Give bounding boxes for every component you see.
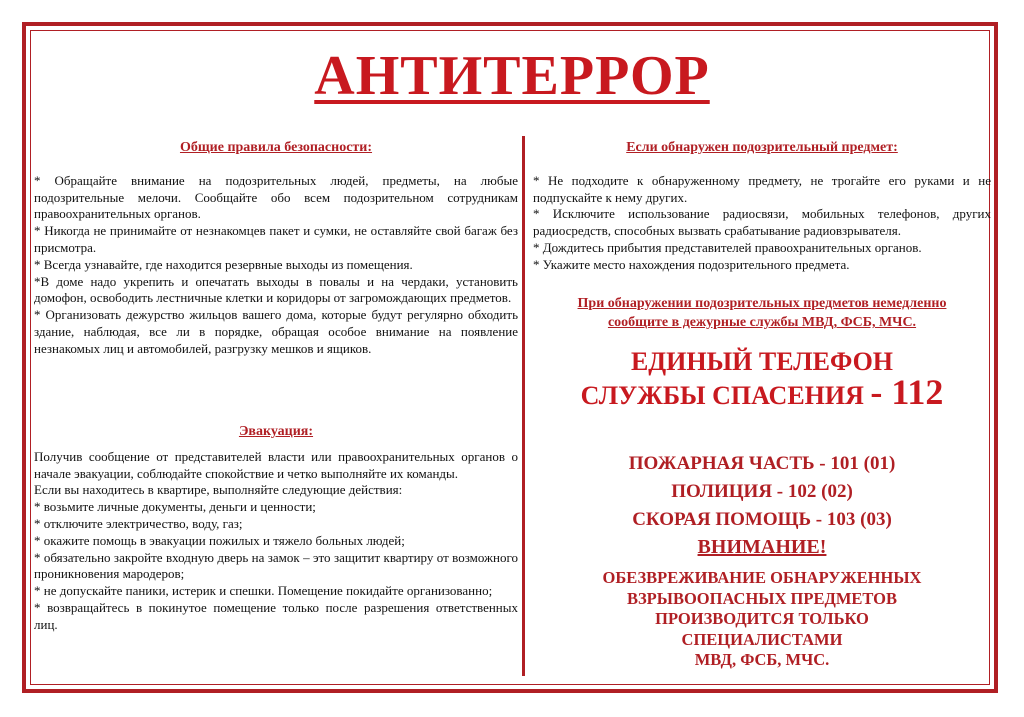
attention-line: ВЗРЫВООПАСНЫХ ПРЕДМЕТОВ xyxy=(626,588,898,608)
evacuation-paragraph: * обязательно закройте входную дверь на замок – это защитит квартиру от возможного проникновения мародеров; xyxy=(34,549,518,582)
attention-line: ОБЕЗВРЕЖИВАНИЕ ОБНАРУЖЕННЫХ xyxy=(602,568,922,587)
fire-phone: ПОЖАРНАЯ ЧАСТЬ - 101 (01) xyxy=(628,453,896,474)
suspicious-object-section xyxy=(533,140,991,274)
suspicious-paragraph: * Исключите использование радиосвязи, мобильных телефонов, других радиосредств, способных вызвать срабатывание радиовзрывателя. xyxy=(533,206,991,239)
ambulance-phone: СКОРАЯ ПОМОЩЬ - 103 (03) xyxy=(632,509,892,530)
attention-body xyxy=(528,568,996,671)
poster-title xyxy=(0,44,1024,108)
attention-heading: ВНИМАНИЕ! xyxy=(697,536,827,558)
attention-line: ПРОИЗВОДИТСЯ ТОЛЬКО xyxy=(655,609,869,628)
emergency-line: ЕДИНЫЙ ТЕЛЕФОН xyxy=(630,347,894,376)
rule-paragraph: * Всегда узнавайте, где находится резервные выходы из помещения. xyxy=(34,256,413,272)
report-warning xyxy=(528,294,996,332)
evacuation-paragraph: * возвращайтесь в покинутое помещение только после разрешения ответственных лиц. xyxy=(34,599,518,632)
suspicious-object-heading: Если обнаружен подозрительный предмет: xyxy=(626,140,898,155)
evacuation-paragraph: * окажите помощь в эвакуации пожилых и тяжело больных людей; xyxy=(34,532,405,548)
service-phones xyxy=(528,450,996,534)
warning-line: сообщите в дежурные службы МВД, ФСБ, МЧС. xyxy=(607,315,917,330)
attention-line: СПЕЦИАЛИСТАМИ xyxy=(681,629,843,649)
title-text: АНТИТЕРРОР xyxy=(314,45,710,107)
rule-paragraph: * Никогда не принимайте от незнакомцев пакет и сумки, не оставляйте свой багаж без присмотра. xyxy=(34,223,518,255)
rule-paragraph: * Обращайте внимание на подозрительных людей, предметы, на любые подозрительные мелочи. Сообщайте обо всем подозрительном сотрудникам правоохранительных органов. xyxy=(34,172,518,222)
general-rules-section xyxy=(34,140,518,358)
evacuation-paragraph: Если вы находитесь в квартире, выполняйте следующие действия: xyxy=(34,482,403,498)
column-divider xyxy=(522,136,525,676)
evacuation-section xyxy=(34,424,518,634)
evacuation-paragraph: * возьмите личные документы, деньги и ценности; xyxy=(34,499,316,515)
suspicious-paragraph: * Не подходите к обнаруженному предмету, не трогайте его руками и не подпускайте к нему других. xyxy=(533,172,991,205)
warning-line: При обнаружении подозрительных предметов немедленно xyxy=(577,296,947,311)
police-phone: ПОЛИЦИЯ - 102 (02) xyxy=(671,481,853,502)
emergency-number-block xyxy=(528,346,996,411)
evacuation-paragraph: * не допускайте паники, истерик и спешки. Помещение покидайте организованно; xyxy=(34,583,493,599)
rule-paragraph: * Организовать дежурство жильцов вашего дома, которые будут регулярно обходить здание, наблюдая, все ли в порядке, обращая особое внимание на появление незнакомых лиц и автомобилей, разгрузку мешков и ящиков. xyxy=(34,307,518,356)
emergency-number: - 112 xyxy=(870,372,944,412)
evacuation-paragraph: Получив сообщение от представителей власти или правоохранительных органов о начале эвакуации, соблюдайте спокойствие и четко выполняйте их команды. xyxy=(34,448,518,481)
suspicious-paragraph: * Дождитесь прибытия представителей правоохранительных органов. xyxy=(533,239,922,255)
evacuation-heading: Эвакуация: xyxy=(238,424,314,439)
suspicious-paragraph: * Укажите место нахождения подозрительного предмета. xyxy=(533,256,850,272)
general-rules-heading: Общие правила безопасности: xyxy=(179,140,373,155)
attention-line: МВД, ФСБ, МЧС. xyxy=(694,650,830,669)
emergency-line: СЛУЖБЫ СПАСЕНИЯ xyxy=(580,381,864,410)
rule-paragraph: *В доме надо укрепить и опечатать выходы в повалы и на чердаки, установить домофон, освободить лестничные клетки и коридоры от загромождающих предметов. xyxy=(34,273,518,306)
evacuation-paragraph: * отключите электричество, воду, газ; xyxy=(34,515,243,531)
